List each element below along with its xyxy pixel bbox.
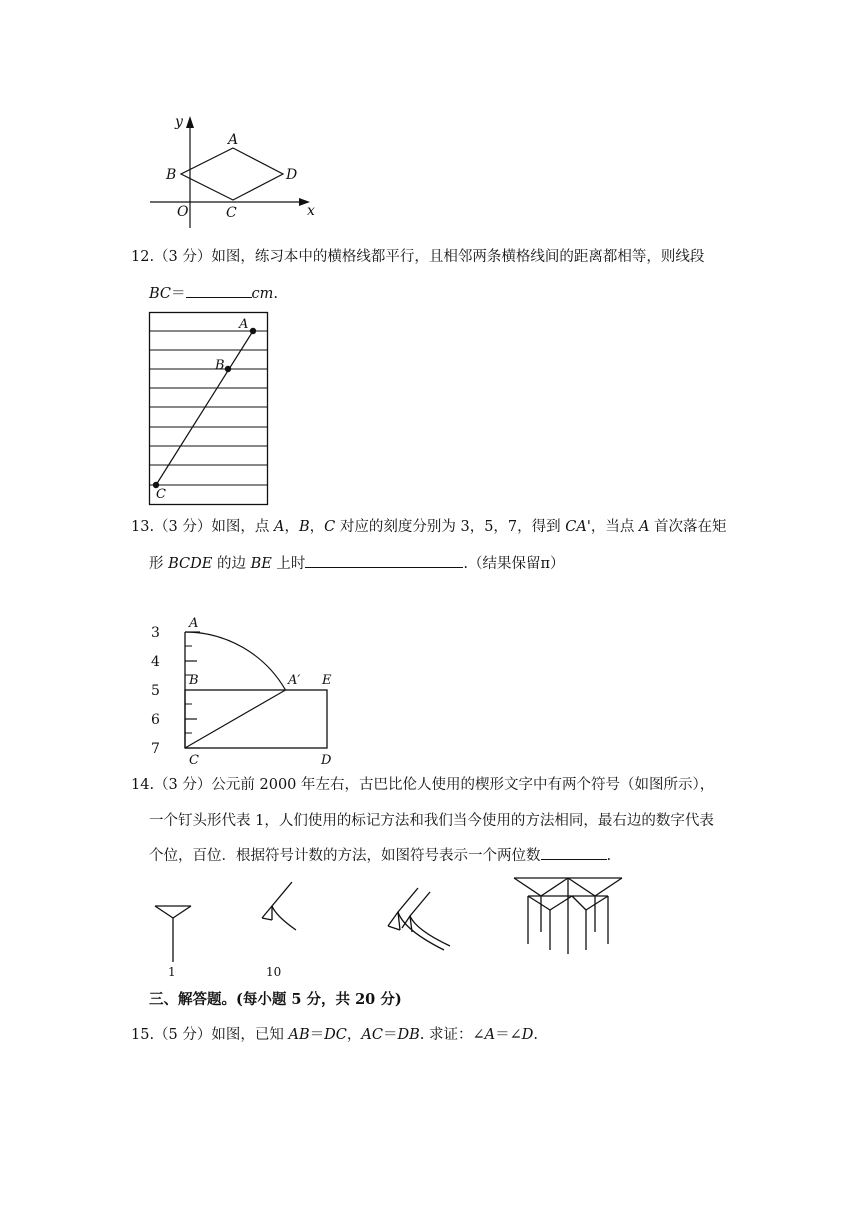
q13-label-c: C [189, 753, 199, 768]
q13-text-6: 的边 [212, 556, 251, 572]
q14-line-3 [149, 845, 611, 866]
q13-rect-name: BCDE [168, 556, 213, 572]
q12-period: . [273, 286, 279, 302]
q13-text-5: 形 [149, 556, 169, 572]
q13-figure [143, 612, 343, 768]
q13-text-1: 13.（3 分）如图，点 [131, 519, 275, 535]
q15-angle-a: A [484, 1027, 496, 1043]
q12-equals: ＝ [171, 286, 186, 302]
q11-label-d: D [286, 167, 298, 183]
q12-segment-bc: BC [149, 286, 172, 302]
q11-label-o: O [177, 204, 189, 220]
q13-text-3: ，当点 [590, 519, 639, 535]
q13-line-2 [149, 553, 565, 574]
q13-tick-6: 6 [151, 712, 160, 728]
q12-line-2 [149, 283, 278, 304]
q13-text-4: 首次落在矩 [649, 519, 727, 535]
q15-angle-d: D [521, 1027, 534, 1043]
q13-point-a-2: A [638, 519, 650, 535]
q12-label-b: B [215, 358, 225, 373]
q15-eq-3: ＝∠ [495, 1027, 522, 1043]
q12-answer-blank [186, 283, 252, 298]
q14-period: . [606, 848, 612, 864]
q12-line-1: 12.（3 分）如图，练习本中的横格线都平行，且相邻两条横格线间的距离都相等，则线段 [131, 249, 705, 265]
q13-label-d: D [321, 753, 332, 768]
q14-line-2: 一个钉头形代表 1，人们使用的标记方法和我们当今使用的方法相同，最右边的数字代表 [149, 813, 714, 829]
q11-label-c: C [226, 205, 237, 221]
q12-unit: cm [251, 286, 274, 302]
cuneiform-one-icon [155, 906, 191, 962]
q11-label-x: x [307, 203, 315, 219]
q13-tick-7: 7 [151, 741, 160, 757]
q11-label-b: B [166, 167, 177, 183]
cuneiform-number-icon [514, 878, 622, 954]
q13-text-2: 对应的刻度分别为 3，5，7，得到 [335, 519, 566, 535]
q13-sep-1: ， [284, 519, 299, 535]
q14-symbol-label-10: 10 [266, 965, 282, 979]
q15-line-1 [131, 1025, 538, 1045]
q13-tick-3: 3 [151, 625, 160, 641]
q15-segment-ab: AB [288, 1027, 310, 1043]
q15-sep: ， [346, 1027, 362, 1043]
q15-segment-db: DB [397, 1027, 420, 1043]
q13-tick-5: 5 [151, 683, 160, 699]
q15-text-1: 15.（5 分）如图，已知 [131, 1027, 289, 1043]
q12-figure [148, 311, 270, 507]
q13-sep-2: ， [309, 519, 325, 535]
section-3-title: 三、解答题。(每小题 5 分，共 20 分) [149, 991, 402, 1008]
q13-text-8: .（结果保留π） [463, 556, 565, 572]
q13-point-b: B [299, 519, 310, 535]
q13-label-b: B [189, 673, 199, 688]
q13-point-a: A [274, 519, 285, 535]
q13-label-a-prime: A′ [288, 673, 301, 688]
q15-segment-ac: AC [361, 1027, 383, 1043]
q15-eq-1: ＝ [309, 1027, 325, 1043]
q13-text-7: 上时 [271, 556, 306, 572]
q15-text-2: . 求证：∠ [419, 1027, 485, 1043]
cuneiform-ten-icon [262, 882, 296, 930]
q14-symbols-figure [140, 870, 640, 982]
q11-label-y: y [175, 114, 183, 130]
q13-segment-ca: CA' [565, 519, 591, 535]
q13-point-c: C [324, 519, 336, 535]
q14-line-1: 14.（3 分）公元前 2000 年左右，古巴比伦人使用的楔形文字中有两个符号（如图所示）， [131, 777, 715, 793]
q13-tick-4: 4 [151, 654, 160, 670]
q14-symbol-label-1: 1 [168, 965, 176, 979]
q13-answer-blank [305, 553, 463, 568]
cuneiform-twenty-icon [388, 888, 450, 950]
q13-label-a: A [189, 616, 199, 631]
q13-label-e: E [322, 673, 332, 688]
q12-label-a: A [239, 317, 249, 332]
q11-figure [140, 108, 340, 230]
q13-edge-name: BE [250, 556, 272, 572]
q15-segment-dc: DC [324, 1027, 347, 1043]
q14-text-3: 个位，百位．根据符号计数的方法，如图符号表示一个两位数 [149, 848, 541, 864]
q11-label-a: A [228, 132, 239, 148]
q15-period: . [533, 1027, 539, 1043]
q13-line-1 [131, 517, 727, 537]
q12-label-c: C [156, 487, 166, 502]
q15-eq-2: ＝ [382, 1027, 398, 1043]
q14-answer-blank [541, 845, 607, 860]
